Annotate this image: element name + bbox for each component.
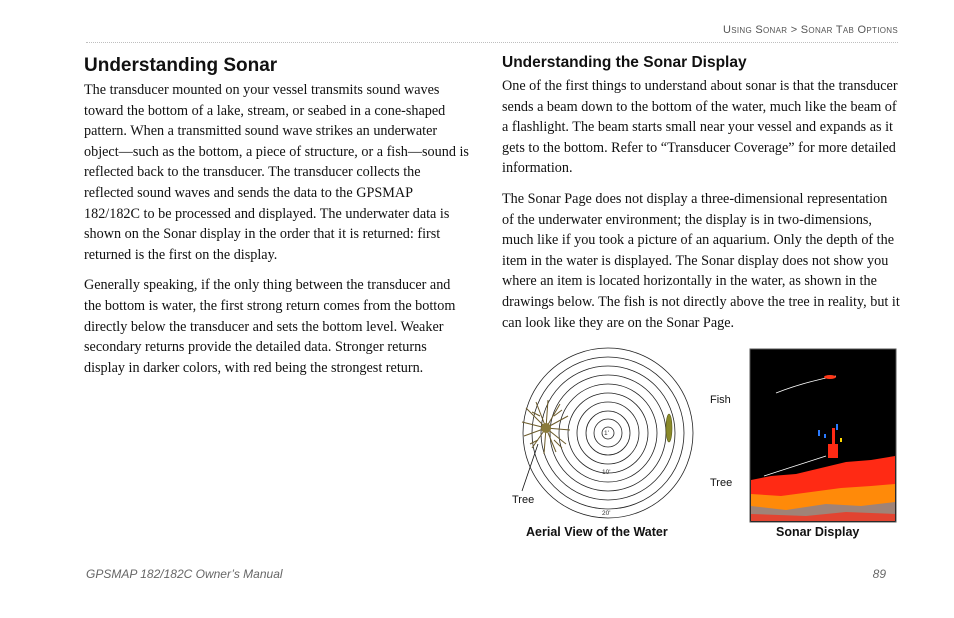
figure-drawing (506, 346, 900, 546)
left-paragraph-1: The transducer mounted on your vessel transmits sound waves toward the bottom of a lake, stream, or seabed in a cone-shaped pattern. When a transmitted sound wave strikes an underwater object—such as the bottom, a piece of structure, or a fish—sound is reflected back to the transducer. The transducer collects the reflected sound waves and sends the data to the GPSMAP 182/182C to be processed and displayed. The underwater data is shown on the Sonar display in the order that it is returned: first returned is the first on the display. (84, 82, 469, 263)
sonar-caption: Sonar Display (776, 525, 860, 539)
aerial-tree-trunk (541, 423, 551, 433)
sonar-fish-label: Fish (710, 394, 731, 406)
sonar-fish-icon (824, 375, 836, 379)
aerial-tree-leader (522, 444, 538, 491)
ring-label-10: 10' (602, 469, 611, 476)
aerial-fish-icon (666, 414, 672, 442)
left-column (84, 54, 469, 388)
footer-manual-title: GPSMAP 182/182C Owner’s Manual (86, 567, 283, 581)
left-paragraph-2: Generally speaking, if the only thing between the transducer and the bottom is water, the first strong return comes from the bottom directly below the transducer and sets the bottom level. Weaker secondary returns provide the detailed data. Stronger returns display in darker colors, with red being the strongest return. (84, 277, 456, 376)
ring-label-1: 1' (604, 430, 609, 437)
footer-page-number: 89 (872, 567, 886, 581)
breadcrumb (86, 24, 898, 36)
right-column (502, 52, 900, 343)
breadcrumb-separator: > (790, 24, 798, 36)
breadcrumb-page[interactable]: Sonar Tab Options (800, 24, 898, 36)
ring-label-20: 20' (602, 510, 611, 517)
sonar-tree-label: Tree (710, 477, 733, 489)
header-divider (86, 42, 898, 43)
breadcrumb-section[interactable]: Using Sonar (723, 24, 788, 36)
right-paragraph-2: The Sonar Page does not display a three-dimensional representation of the underwater environment; the display is in two-dimensions, much like if you took a picture of an aquarium. Only the depth of the item in the water is displayed. The Sonar display does not show you where an item is located horizontally in the water, as shown in the drawings below. The fish is not directly above the tree in reality, but it can look like they are on the Sonar Page. (502, 190, 900, 331)
subsection-title: Understanding the Sonar Display (502, 54, 747, 71)
right-paragraph-1: One of the first things to understand about sonar is that the transducer sends a beam down to the bottom of the water, much like the beam of a flashlight. The beam starts small near your vessel and expands as it gets to the bottom. Refer to “Transducer Coverage” for more detailed information. (502, 78, 898, 177)
aerial-tree-label: Tree (512, 494, 535, 506)
section-title: Understanding Sonar (84, 55, 278, 76)
sonar-figure (506, 346, 900, 546)
aerial-caption: Aerial View of the Water (526, 525, 668, 539)
